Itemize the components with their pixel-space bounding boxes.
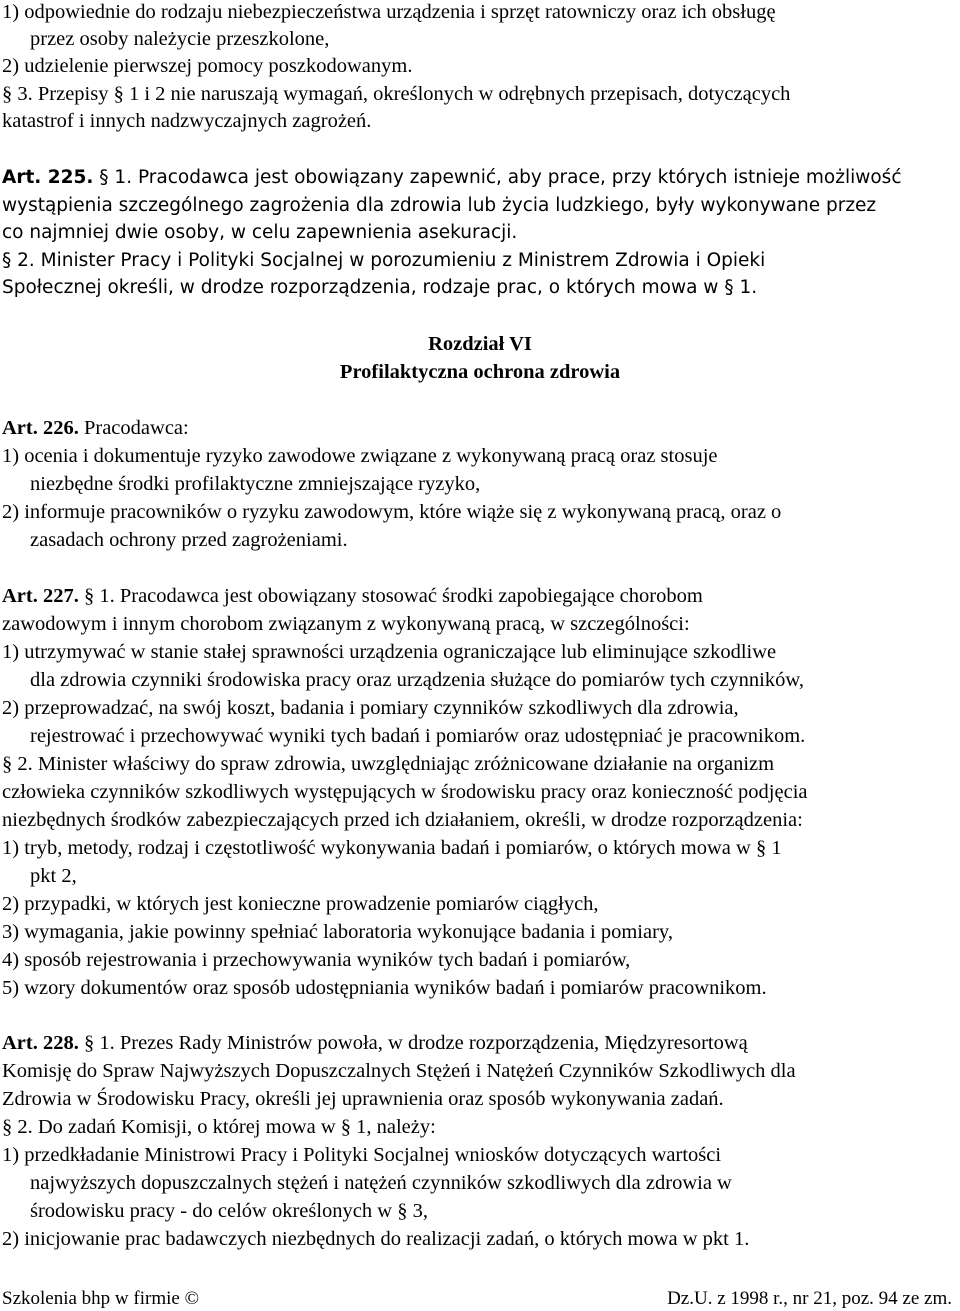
text-line: Pracodawca: [83, 417, 189, 439]
article-226-paragraph [2, 416, 189, 440]
text-line: wystąpienia szczególnego zagrożenia dla zdrowia lub życia ludzkiego, były wykonywane przez [2, 195, 877, 216]
text-line: 2) przeprowadzać, na swój koszt, badania i pomiary czynników szkodliwych dla zdrowia, [2, 697, 739, 719]
article-number: Art. 225. [2, 167, 94, 188]
text-line: 4) sposób rejestrowania i przechowywania wyników tych badań i pomiarów, [2, 949, 631, 971]
text-line: 3) wymagania, jakie powinny spełniać laboratoria wykonujące badania i pomiary, [2, 921, 673, 943]
text-line: Społecznej określi, w drodze rozporządzenia, rodzaje prac, o których mowa w § 1. [2, 277, 758, 298]
article-225-paragraph [2, 166, 902, 190]
text-line: najwyższych dopuszczalnych stężeń i natężeń czynników szkodliwych dla zdrowia w [30, 1172, 732, 1194]
text-line: człowieka czynników szkodliwych występujących w środowisku pracy oraz konieczność podjęcia [2, 781, 808, 803]
text-line: 5) wzory dokumentów oraz sposób udostępniania wyników badań i pomiarów pracownikom. [2, 977, 767, 999]
article-227-paragraph [2, 584, 703, 608]
text-line: 2) przypadki, w których jest konieczne prowadzenie pomiarów ciągłych, [2, 893, 599, 915]
text-line: Komisję do Spraw Najwyższych Dopuszczalnych Stężeń i Natężeń Czynników Szkodliwych dla [2, 1060, 796, 1082]
text-line: § 1. Prezes Rady Ministrów powoła, w drodze rozporządzenia, Międzyresortową [83, 1032, 748, 1054]
footer-left: Szkolenia bhp w firmie © [2, 1288, 200, 1309]
text-line: 2) udzielenie pierwszej pomocy poszkodowanym. [2, 55, 413, 77]
text-line: rejestrować i przechowywać wyniki tych badań i pomiarów oraz udostępniać je pracownikom. [30, 725, 806, 747]
text-line: Zdrowia w Środowisku Pracy, określi jej uprawnienia oraz sposób wykonywania zadań. [2, 1088, 724, 1110]
text-line: § 2. Minister właściwy do spraw zdrowia, uwzględniając zróżnicowane działanie na organizm [2, 753, 775, 775]
text-line: niezbędnych środków zabezpieczających przed ich działaniem, określi, w drodze rozporządzenia: [2, 809, 803, 831]
text-line: przez osoby należycie przeszkolone, [30, 28, 330, 50]
text-line: katastrof i innych nadzwyczajnych zagrożeń. [2, 110, 372, 132]
text-line: § 3. Przepisy § 1 i 2 nie naruszają wymagań, określonych w odrębnych przepisach, dotyczących [2, 83, 791, 105]
text-line: zasadach ochrony przed zagrożeniami. [30, 529, 348, 551]
text-line: 1) tryb, metody, rodzaj i częstotliwość wykonywania badań i pomiarów, o których mowa w § 1 [2, 837, 782, 859]
text-line: § 1. Pracodawca jest obowiązany zapewnić, aby prace, przy których istnieje możliwość [99, 167, 902, 188]
text-line: pkt 2, [30, 865, 77, 887]
footer-right: Dz.U. z 1998 r., nr 21, poz. 94 ze zm. [667, 1288, 952, 1309]
text-line: dla zdrowia czynniki środowiska pracy oraz urządzenia służące do pomiarów tych czynników, [30, 669, 804, 691]
text-line: 1) utrzymywać w stanie stałej sprawności urządzenia ograniczające lub eliminujące szkodliwe [2, 641, 777, 663]
text-line: § 2. Do zadań Komisji, o której mowa w § 1, należy: [2, 1116, 436, 1138]
text-line: niezbędne środki profilaktyczne zmniejszające ryzyko, [30, 473, 481, 495]
article-number: Art. 227. [2, 585, 79, 607]
text-line: co najmniej dwie osoby, w celu zapewnienia asekuracji. [2, 222, 518, 243]
chapter-title: Profilaktyczna ochrona zdrowia [339, 361, 621, 383]
text-line: 2) informuje pracowników o ryzyku zawodowym, które wiąże się z wykonywaną pracą, oraz o [2, 501, 782, 523]
article-number: Art. 226. [2, 417, 79, 439]
article-228-paragraph [2, 1031, 748, 1055]
text-line: środowisku pracy - do celów określonych w § 3, [30, 1200, 428, 1222]
text-line: § 1. Pracodawca jest obowiązany stosować środki zapobiegające chorobom [83, 585, 703, 607]
text-line: 1) ocenia i dokumentuje ryzyko zawodowe związane z wykonywaną pracą oraz stosuje [2, 445, 718, 467]
text-line: 2) inicjowanie prac badawczych niezbędnych do realizacji zadań, o których mowa w pkt 1. [2, 1228, 750, 1250]
text-line: 1) odpowiednie do rodzaju niebezpieczeństwa urządzenia i sprzęt ratowniczy oraz ich obsługę [2, 1, 776, 23]
chapter-number: Rozdział VI [428, 333, 532, 355]
article-number: Art. 228. [2, 1032, 79, 1054]
text-line: 1) przedkładanie Ministrowi Pracy i Polityki Socjalnej wniosków dotyczących wartości [2, 1144, 722, 1166]
text-line: § 2. Minister Pracy i Polityki Socjalnej w porozumieniu z Ministrem Zdrowia i Opieki [2, 250, 766, 271]
text-line: zawodowym i innym chorobom związanym z wykonywaną pracą, w szczególności: [2, 613, 690, 635]
